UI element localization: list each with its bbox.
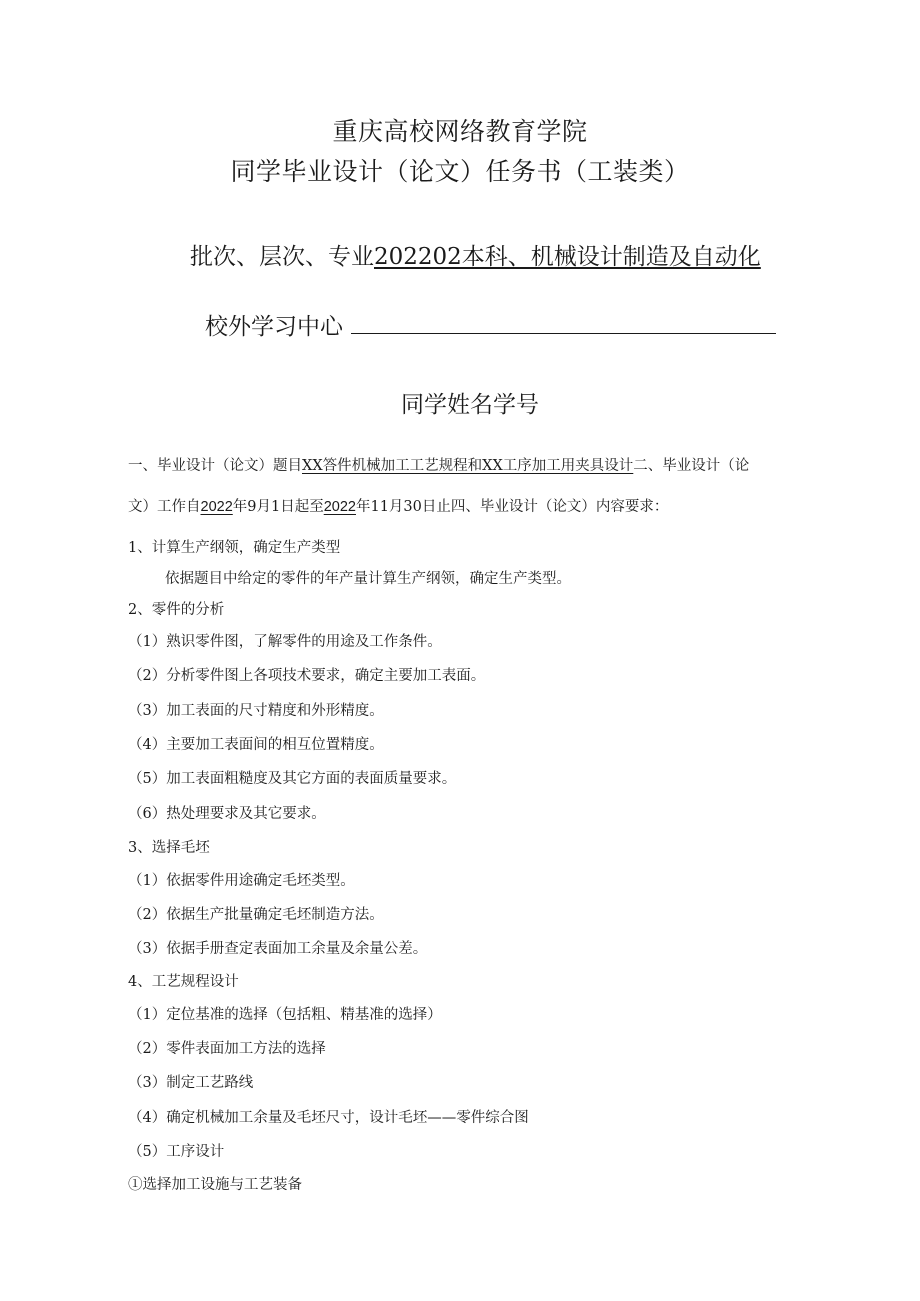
study-center-label: 校外学习中心 (205, 314, 343, 340)
period-end: 年11月30日止四、毕业设计（论文）内容要求： (355, 499, 669, 515)
list-item: （1）定位基准的选择（包括粗、精基准的选择） (128, 1007, 442, 1023)
batch-label: 批次、层次、专业 (190, 244, 374, 270)
study-center-blank (351, 315, 776, 334)
end-year: 2022 (323, 499, 356, 515)
list-item: （3）制定工艺路线 (128, 1075, 254, 1091)
list-item: （1）依据零件用途确定毛坯类型。 (128, 873, 355, 889)
batch-major-line (190, 238, 761, 271)
list-item: （4）确定机械加工余量及毛坯尺寸，设计毛坯——零件综合图 (128, 1110, 529, 1126)
period-label: 文）工作自 (128, 499, 201, 515)
section2-start: 二、毕业设计（论 (633, 458, 750, 474)
study-center-line (205, 308, 776, 341)
student-name-id: 同学姓名学号 (401, 392, 539, 418)
paragraph: 依据题目中给定的零件的年产量计算生产纲领，确定生产类型。 (165, 571, 571, 587)
list-item: ①选择加工设施与工艺装备 (128, 1177, 302, 1193)
section-heading: 2、零件的分析 (128, 602, 225, 618)
section-heading: 4、工艺规程设计 (128, 974, 239, 990)
list-item: （5）工序设计 (128, 1144, 225, 1160)
list-item: （2）依据生产批量确定毛坯制造方法。 (128, 907, 384, 923)
list-item: （6）热处理要求及其它要求。 (128, 806, 326, 822)
list-item: （2）零件表面加工方法的选择 (128, 1041, 326, 1057)
section-heading: 3、选择毛坯 (128, 840, 210, 856)
period-mid: 年9月1日起至 (232, 499, 324, 515)
list-item: （3）依据手册查定表面加工余量及余量公差。 (128, 941, 428, 957)
list-item: （3）加工表面的尺寸精度和外形精度。 (128, 703, 384, 719)
batch-value: 202202本科、机械设计制造及自动化 (374, 244, 761, 270)
topic-label: 一、毕业设计（论文）题目 (128, 458, 302, 474)
work-period-line (128, 495, 668, 516)
list-item: （4）主要加工表面间的相互位置精度。 (128, 737, 384, 753)
document-title: 重庆高校网络教育学院 (332, 117, 588, 146)
start-year: 2022 (200, 499, 233, 515)
section-heading: 1、计算生产纲领，确定生产类型 (128, 540, 341, 556)
list-item: （2）分析零件图上各项技术要求，确定主要加工表面。 (128, 668, 486, 684)
list-item: （1）熟识零件图，了解零件的用途及工作条件。 (128, 634, 442, 650)
topic-value: XX答件机械加工工艺规程和XX工序加工用夹具设计 (302, 458, 634, 474)
thesis-topic-line (128, 454, 749, 475)
document-subtitle: 同学毕业设计（论文）任务书（工装类） (230, 157, 690, 186)
list-item: （5）加工表面粗糙度及其它方面的表面质量要求。 (128, 771, 457, 787)
